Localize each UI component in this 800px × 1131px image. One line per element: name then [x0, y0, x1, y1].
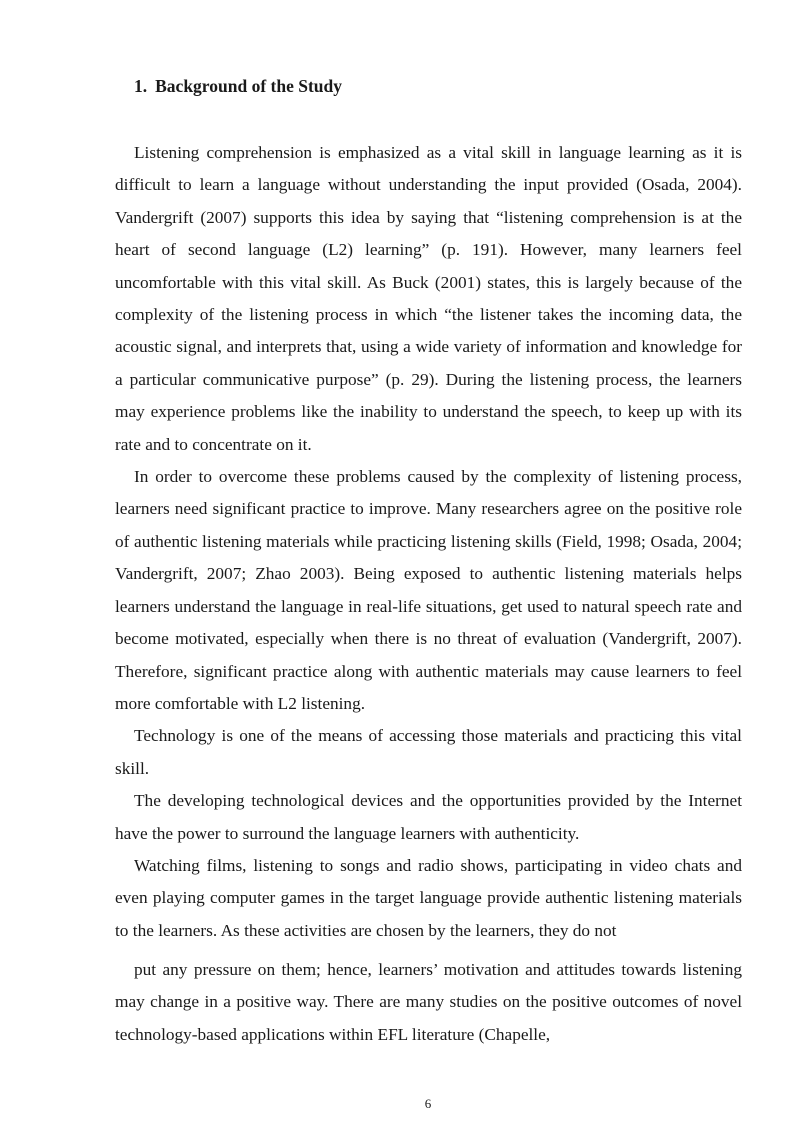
paragraph: Listening comprehension is emphasized as a vital skill in language learning as it is difficult to learn a language without understanding the input provided (Osada, 2004). Vandergrift (2007) supports this idea by saying that “listening comprehension is at the heart of second language (L2) learning” (p. 191). However, many learners feel uncomfortable with this vital skill. As Buck (2001) states, this is largely because of the complexity of the listening process in which “the listener takes the incoming data, the acoustic signal, and interprets that, using a wide variety of information and knowledge for a particular communicative purpose” (p. 29). During the listening process, the learners may experience problems like the inability to understand the speech, to keep up with its rate and to concentrate on it.	[115, 143, 742, 454]
paragraph: Technology is one of the means of accessing those materials and practicing this vital skill.	[115, 726, 742, 778]
paragraph: Watching films, listening to songs and radio shows, participating in video chats and even playing computer games in the target language provide authentic listening materials to the learners. As these activities are chosen by the learners, they do not	[115, 855, 742, 940]
paragraph: put any pressure on them; hence, learners’ motivation and attitudes towards listening may change in a positive way. There are many studies on the positive outcomes of novel technology-based applications within EFL literature (Chapelle,	[115, 960, 742, 1044]
section-number: 1.	[134, 76, 148, 96]
body-text	[115, 137, 742, 947]
page-number: 6	[424, 1096, 432, 1111]
paragraph: In order to overcome these problems caused by the complexity of listening process, learners need significant practice to improve. Many researchers agree on the positive role of authentic listening materials while practicing listening skills (Field, 1998; Osada, 2004; Vandergrift, 2007; Zhao 2003). Being exposed to authentic listening materials helps learners understand the language in real-life situations, get used to natural speech rate and become motivated, especially when there is no threat of evaluation (Vandergrift, 2007). Therefore, significant practice along with authentic materials may cause learners to feel more comfortable with L2 listening.	[115, 467, 742, 713]
section-heading	[134, 76, 342, 97]
body-text-continuation	[115, 954, 742, 1051]
paragraph: The developing technological devices and the opportunities provided by the Internet have the power to surround the language learners with authenticity.	[115, 791, 742, 843]
section-title: Background of the Study	[155, 76, 343, 96]
